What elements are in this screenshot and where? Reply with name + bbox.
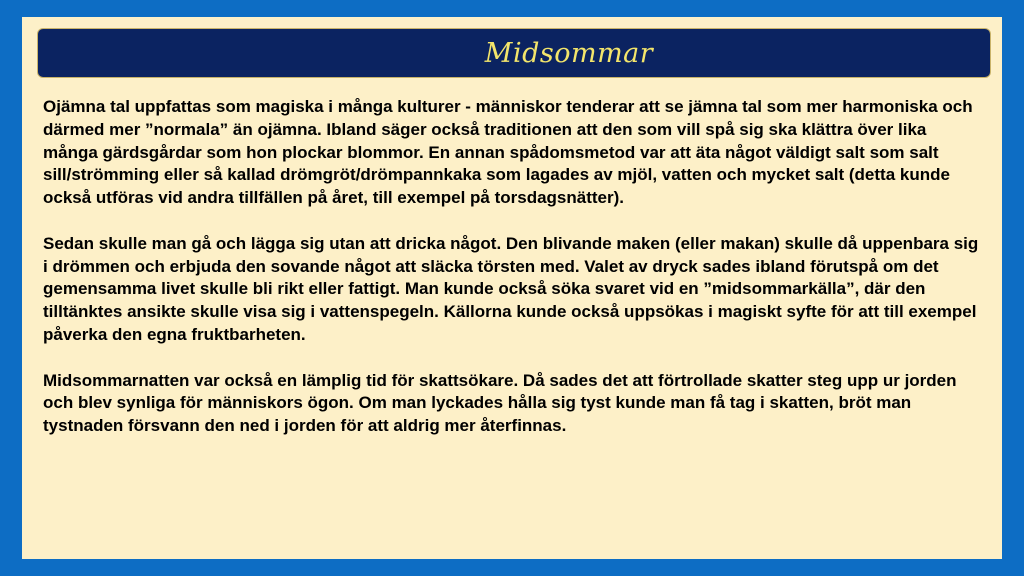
paragraph-1: Ojämna tal uppfattas som magiska i många kulturer - människor tenderar att se jämna tal som mer harmoniska och därmed mer ”normala” än ojämna. Ibland säger också traditionen att den som vill spå sig ska klättra över lika många gärdsgårdar som hon plockar blommor. En annan spådomsmetod var att äta något väldigt salt som salt sill/strömming eller så kallad drömgröt/drömpannkaka som lagades av mjöl, vatten och mycket salt (detta kunde också utföras vid andra tillfällen på året, till exempel på torsdagsnätter). xyxy=(43,97,973,208)
title-bar xyxy=(37,28,991,78)
slide-title: Midsommar xyxy=(484,37,654,69)
slide-body xyxy=(43,96,983,438)
paragraph-3: Midsommarnatten var också en lämplig tid för skattsökare. Då sades det att förtrollade skatter steg upp ur jorden och blev synliga för människors ögon. Om man lyckades hålla sig tyst kunde man få tag i skatten, bröt man tystnaden försvann den ned i jorden för att aldrig mer återfinnas. xyxy=(43,370,957,436)
slide xyxy=(22,17,1002,559)
paragraph-2: Sedan skulle man gå och lägga sig utan att dricka något. Den blivande maken (eller makan) skulle då uppenbara sig i drömmen och erbjuda den sovande något att släcka törsten med. Valet av dryck sades ibland förutspå om det gemensamma livet skulle bli rikt eller fattigt. Man kunde också söka svaret vid en ”midsommarkälla”, där den tilltänktes ansikte skulle visa sig i vattenspegeln. Källorna kunde också uppsökas i magiskt syfte för att till exempel påverka den egna fruktbarheten. xyxy=(43,233,979,344)
